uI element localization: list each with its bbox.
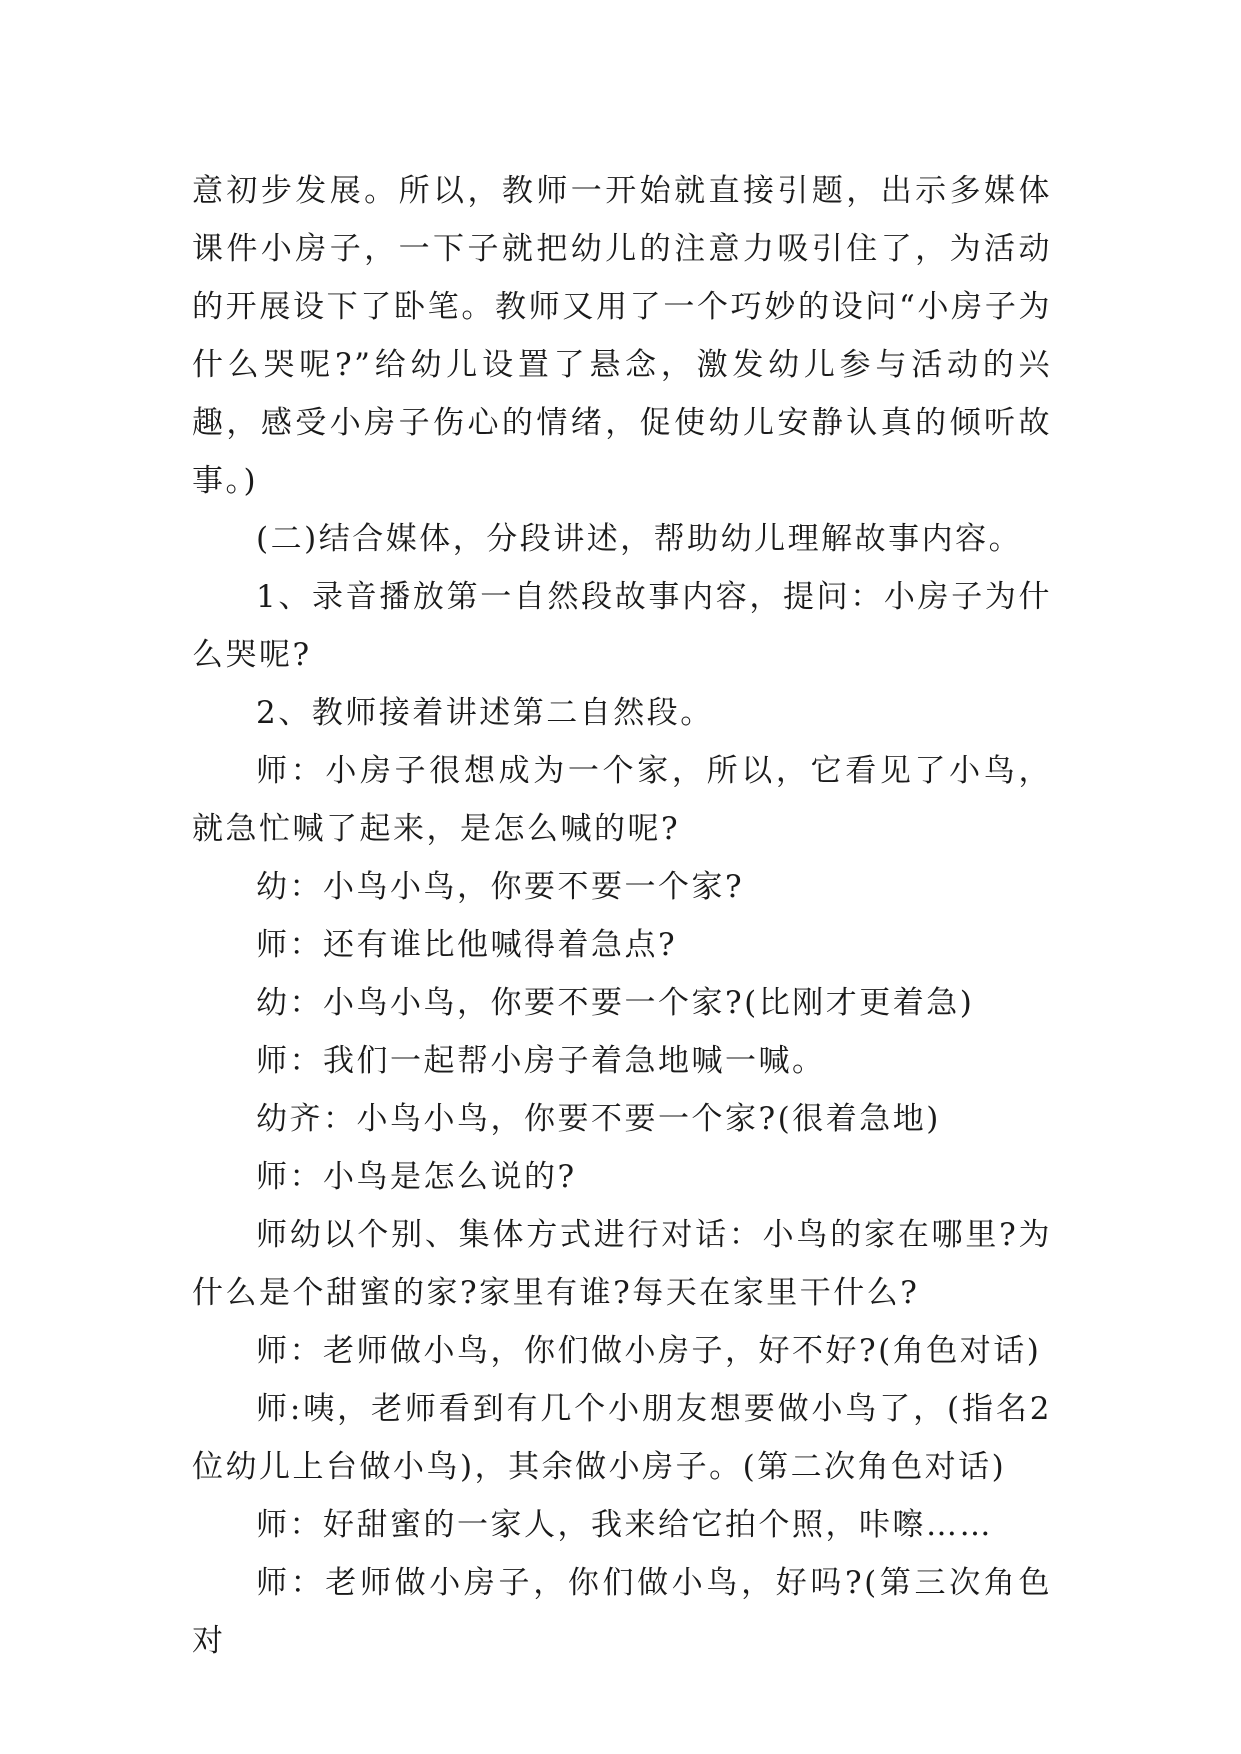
body-paragraph: 幼：小鸟小鸟，你要不要一个家?(比刚才更着急) <box>256 985 975 1021</box>
body-paragraph: 师：我们一起帮小房子着急地喊一喊。 <box>256 1043 826 1079</box>
body-paragraph: 幼：小鸟小鸟，你要不要一个家? <box>256 869 745 905</box>
body-paragraph: 师：老师做小鸟，你们做小房子，好不好?(角色对话) <box>256 1333 1042 1369</box>
body-paragraph: (二)结合媒体，分段讲述，帮助幼儿理解故事内容。 <box>256 521 1023 557</box>
body-paragraph: 1、录音播放第一自然段故事内容，提问：小房子为什么哭呢? <box>192 579 1052 673</box>
body-paragraph: 师：小鸟是怎么说的? <box>256 1159 577 1195</box>
body-paragraph: 意初步发展。所以，教师一开始就直接引题，出示多媒体课件小房子，一下子就把幼儿的注意力吸引住了，为活动的开展设下了卧笔。教师又用了一个巧妙的设问“小房子为什么哭呢?”给幼儿设置了悬念，激发幼儿参与活动的兴趣，感受小房子伤心的情绪，促使幼儿安静认真的倾听故事。) <box>192 173 1052 499</box>
body-paragraph: 2、教师接着讲述第二自然段。 <box>256 695 714 731</box>
body-paragraph: 师：小房子很想成为一个家，所以，它看见了小鸟，就急忙喊了起来，是怎么喊的呢? <box>192 753 1052 847</box>
body-paragraph: 师:咦，老师看到有几个小朋友想要做小鸟了，(指名2位幼儿上台做小鸟)，其余做小房子。(第二次角色对话) <box>192 1391 1052 1485</box>
body-paragraph: 师幼以个别、集体方式进行对话：小鸟的家在哪里?为什么是个甜蜜的家?家里有谁?每天在家里干什么? <box>192 1217 1052 1311</box>
body-paragraph: 师：好甜蜜的一家人，我来给它拍个照，咔嚓…… <box>256 1507 993 1543</box>
body-paragraph: 幼齐：小鸟小鸟，你要不要一个家?(很着急地) <box>256 1101 941 1137</box>
body-paragraph: 师：还有谁比他喊得着急点? <box>256 927 678 963</box>
document-page <box>192 162 1052 1670</box>
body-paragraph: 师：老师做小房子，你们做小鸟，好吗?(第三次角色对 <box>192 1565 1052 1659</box>
